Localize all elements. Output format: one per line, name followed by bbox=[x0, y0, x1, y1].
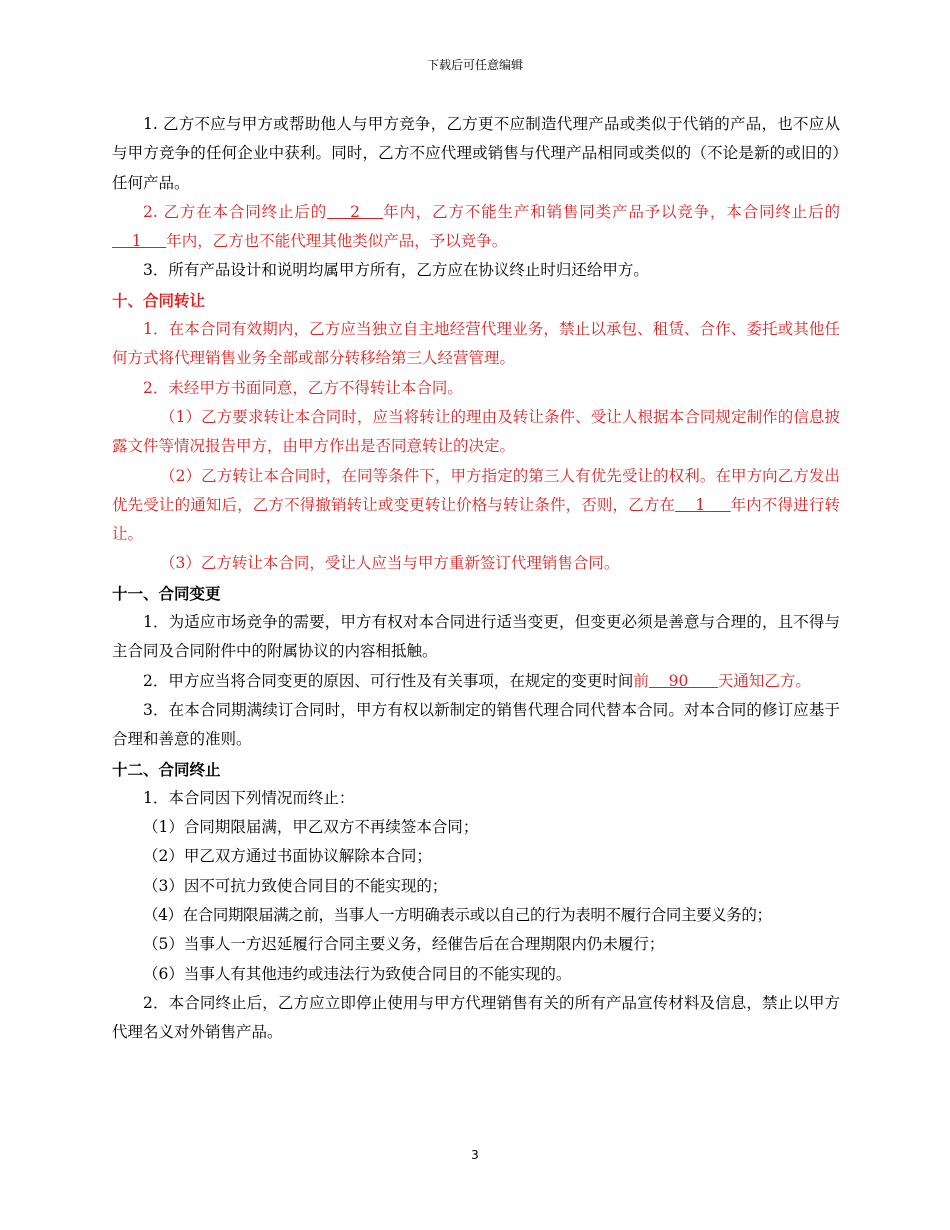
clause-9-3: 3．所有产品设计和说明均属甲方所有，乙方应在协议终止时归还给甲方。 bbox=[143, 261, 649, 280]
clause-9-2-text-c: 年内，乙方也不能代理其他类似产品，予以竞争。 bbox=[166, 232, 508, 251]
clause-9-2-text-b: 年内，乙方不能生产和销售同类产品予以竞争，本合同终止后的 bbox=[383, 202, 840, 221]
clause-11-3: 3．在本合同期满续订合同时，甲方有权以新制定的销售代理合同代替本合同。对本合同的修订应基于合理和善意的准则。 bbox=[112, 700, 840, 749]
clause-10-2-item-2-text-b: 年内不得进行转让。 bbox=[112, 495, 840, 544]
list-item: （5）当事人一方迟延履行合同主要义务，经催告后在合理期限内仍未履行； bbox=[143, 935, 665, 954]
clause-9-2-text-a: 2. 乙方在本合同终止后的 bbox=[143, 202, 328, 221]
clause-12-2: 2．本合同终止后，乙方应立即停止使用与甲方代理销售有关的所有产品宣传材料及信息，禁止以甲方代理名义对外销售产品。 bbox=[112, 993, 840, 1042]
clause-9-2 bbox=[112, 198, 840, 257]
fill-blank-days-notice: 90 bbox=[648, 671, 718, 690]
list-item: （1）合同期限届满，甲乙双方不再续签本合同； bbox=[143, 818, 479, 837]
clause-10-2: 2．未经甲方书面同意，乙方不得转让本合同。 bbox=[143, 378, 463, 397]
clause-10-2-item-2 bbox=[112, 462, 840, 550]
fill-blank-years-no-transfer: 1 bbox=[675, 495, 731, 514]
clause-11-2-text-a: 2．甲方应当将合同变更的原因、可行性及有关事项，在规定的变更时间 bbox=[143, 671, 634, 690]
clause-11-1: 1．为适应市场竞争的需要，甲方有权对本合同进行适当变更，但变更必须是善意与合理的，且不得与主合同及合同附件中的附属协议的内容相抵触。 bbox=[112, 613, 840, 661]
list-item: （6）当事人有其他违约或违法行为致使合同目的不能实现的。 bbox=[143, 964, 572, 983]
section-title-10: 十、合同转让 bbox=[112, 290, 206, 310]
section-title-11: 十一、合同变更 bbox=[112, 583, 221, 603]
page-number: 3 bbox=[471, 1148, 479, 1162]
clause-10-2-item-2-text-a: （2）乙方转让本合同时，在同等条件下，甲方指定的第三人有优先受让的权利。在甲方向乙方发出优先受让的通知后，乙方不得撤销转让或变更转让价格与转让条件，否则，乙方在 bbox=[112, 466, 840, 514]
fill-blank-years-no-compete: 2 bbox=[327, 202, 384, 221]
clause-9-1: 1. 乙方不应与甲方或帮助他人与甲方竞争，乙方更不应制造代理产品或类似于代销的产品，也不应从与甲方竞争的任何企业中获利。同时，乙方不应代理或销售与代理产品相同或类似的（不论是新的或旧的）任何产品。 bbox=[112, 115, 840, 192]
list-item: （4）在合同期限届满之前，当事人一方明确表示或以自己的行为表明不履行合同主要义务的； bbox=[143, 906, 772, 925]
list-item: （3）因不可抗力致使合同目的不能实现的； bbox=[143, 876, 448, 895]
clause-12-1: 1．本合同因下列情况而终止： bbox=[143, 788, 355, 807]
clause-11-2-text-b: 前 bbox=[633, 671, 649, 690]
fill-blank-years-no-agency: 1 bbox=[112, 232, 167, 251]
page-header: 下载后可任意编辑 bbox=[426, 58, 523, 72]
clause-11-2 bbox=[112, 667, 840, 696]
document-body bbox=[112, 110, 840, 1048]
clause-11-2-text-c: 天通知乙方。 bbox=[717, 671, 811, 690]
section-title-12: 十二、合同终止 bbox=[112, 759, 221, 779]
clause-10-2-item-1: （1）乙方要求转让本合同时，应当将转让的理由及转让条件、受让人根据本合同规定制作的信息披露文件等情况报告甲方，由甲方作出是否同意转让的决定。 bbox=[112, 407, 840, 456]
list-item: （2）甲乙双方通过书面协议解除本合同； bbox=[143, 847, 432, 866]
clause-10-2-item-3: （3）乙方转让本合同，受让人应当与甲方重新签订代理销售合同。 bbox=[160, 554, 620, 573]
clause-10-1: 1．在本合同有效期内，乙方应当独立自主地经营代理业务，禁止以承包、租赁、合作、委托或其他任何方式将代理销售业务全部或部分转移给第三人经营管理。 bbox=[112, 320, 840, 368]
